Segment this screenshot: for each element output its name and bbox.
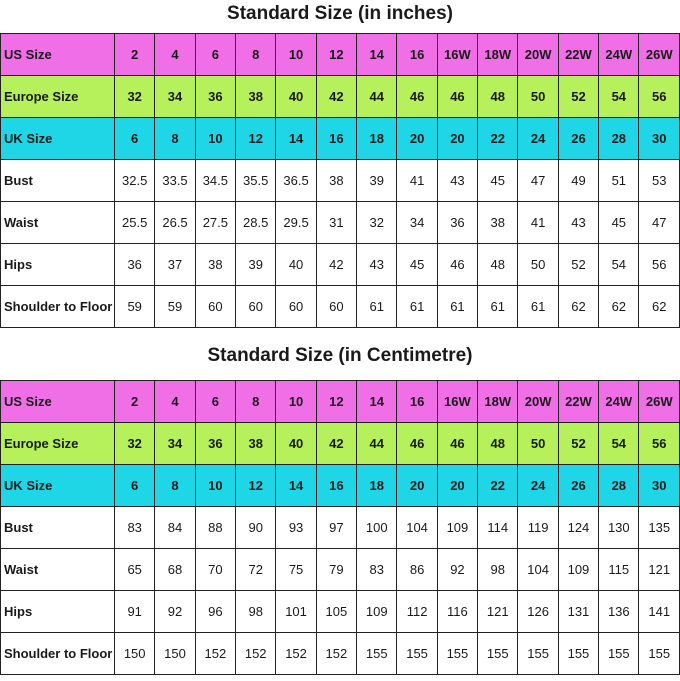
size-cell: 155	[558, 633, 598, 675]
size-cell: 36.5	[276, 160, 316, 202]
size-cell: 40	[276, 423, 316, 465]
size-cell: 70	[195, 549, 235, 591]
size-cell: 46	[397, 423, 437, 465]
size-cell: 86	[397, 549, 437, 591]
size-cell: 47	[518, 160, 558, 202]
size-cell: 38	[236, 423, 276, 465]
size-row-uk-size	[1, 465, 680, 507]
size-cell: 14	[276, 465, 316, 507]
size-row-bust	[1, 160, 680, 202]
size-cell: 34	[155, 76, 195, 118]
size-cell: 88	[195, 507, 235, 549]
size-cell: 114	[478, 507, 518, 549]
size-cell: 45	[478, 160, 518, 202]
size-cell: 14	[276, 118, 316, 160]
size-cell: 152	[276, 633, 316, 675]
size-cell: 105	[316, 591, 356, 633]
size-cell: 136	[599, 591, 639, 633]
size-cell: 45	[599, 202, 639, 244]
size-cell: 43	[558, 202, 598, 244]
size-cell: 121	[639, 549, 680, 591]
size-cell: 56	[639, 244, 680, 286]
size-cell: 22	[478, 465, 518, 507]
size-cell: 24	[518, 118, 558, 160]
size-cell: 131	[558, 591, 598, 633]
size-cell: 20	[437, 465, 477, 507]
size-cell: 61	[518, 286, 558, 328]
size-cell: 18	[357, 465, 397, 507]
size-cell: 135	[639, 507, 680, 549]
size-row-hips	[1, 591, 680, 633]
size-cell: 72	[236, 549, 276, 591]
size-cell: 83	[357, 549, 397, 591]
size-cell: 8	[155, 118, 195, 160]
size-cell: 92	[155, 591, 195, 633]
size-cell: 33.5	[155, 160, 195, 202]
size-cell: 20W	[518, 34, 558, 76]
size-cell: 26	[558, 118, 598, 160]
size-cell: 152	[236, 633, 276, 675]
size-cell: 152	[316, 633, 356, 675]
size-cell: 155	[639, 633, 680, 675]
size-cell: 98	[478, 549, 518, 591]
size-cell: 40	[276, 76, 316, 118]
size-cell: 4	[155, 381, 195, 423]
size-cell: 16W	[437, 381, 477, 423]
size-cell: 59	[155, 286, 195, 328]
size-cell: 62	[599, 286, 639, 328]
size-cell: 16	[316, 465, 356, 507]
size-cell: 36	[195, 423, 235, 465]
size-cell: 12	[316, 381, 356, 423]
size-cell: 34	[155, 423, 195, 465]
size-cell: 10	[195, 465, 235, 507]
size-row-uk-size	[1, 118, 680, 160]
size-cell: 116	[437, 591, 477, 633]
size-row-shoulder-to-floor	[1, 286, 680, 328]
row-label: Hips	[1, 244, 115, 286]
size-cell: 155	[437, 633, 477, 675]
size-cell: 50	[518, 76, 558, 118]
size-cell: 25.5	[115, 202, 155, 244]
size-cell: 119	[518, 507, 558, 549]
size-cell: 112	[397, 591, 437, 633]
size-cell: 38	[478, 202, 518, 244]
size-cell: 20	[397, 118, 437, 160]
size-cell: 30	[639, 118, 680, 160]
size-row-waist	[1, 549, 680, 591]
size-cell: 32	[357, 202, 397, 244]
size-cell: 61	[437, 286, 477, 328]
size-cell: 109	[437, 507, 477, 549]
size-cell: 61	[357, 286, 397, 328]
size-cell: 37	[155, 244, 195, 286]
size-row-bust	[1, 507, 680, 549]
size-cell: 28.5	[236, 202, 276, 244]
size-cell: 8	[155, 465, 195, 507]
size-cell: 18	[357, 118, 397, 160]
size-cell: 16W	[437, 34, 477, 76]
size-cell: 29.5	[276, 202, 316, 244]
size-cell: 124	[558, 507, 598, 549]
size-cell: 150	[155, 633, 195, 675]
size-cell: 28	[599, 465, 639, 507]
size-cell: 39	[236, 244, 276, 286]
size-cell: 36	[115, 244, 155, 286]
size-cell: 42	[316, 76, 356, 118]
size-cell: 24	[518, 465, 558, 507]
size-cell: 42	[316, 244, 356, 286]
size-row-waist	[1, 202, 680, 244]
size-cell: 61	[478, 286, 518, 328]
size-cell: 155	[518, 633, 558, 675]
row-label: Bust	[1, 160, 115, 202]
size-cell: 10	[276, 34, 316, 76]
size-cell: 52	[558, 244, 598, 286]
size-cell: 12	[236, 118, 276, 160]
size-cell: 20	[437, 118, 477, 160]
size-cell: 56	[639, 76, 680, 118]
size-cell: 44	[357, 76, 397, 118]
size-cell: 2	[115, 381, 155, 423]
size-cell: 20	[397, 465, 437, 507]
size-cell: 155	[478, 633, 518, 675]
size-cell: 45	[397, 244, 437, 286]
size-cell: 16	[397, 34, 437, 76]
size-cell: 60	[316, 286, 356, 328]
size-cell: 18W	[478, 34, 518, 76]
size-cell: 34.5	[195, 160, 235, 202]
size-cell: 68	[155, 549, 195, 591]
size-cell: 46	[437, 423, 477, 465]
size-cell: 152	[195, 633, 235, 675]
size-cell: 90	[236, 507, 276, 549]
size-cell: 27.5	[195, 202, 235, 244]
size-cell: 32	[115, 76, 155, 118]
inches-size-table	[0, 33, 680, 328]
size-cell: 28	[599, 118, 639, 160]
size-cell: 10	[195, 118, 235, 160]
size-cell: 38	[316, 160, 356, 202]
size-cell: 155	[599, 633, 639, 675]
size-cell: 41	[397, 160, 437, 202]
size-cell: 32.5	[115, 160, 155, 202]
size-cell: 150	[115, 633, 155, 675]
size-cell: 35.5	[236, 160, 276, 202]
size-cell: 51	[599, 160, 639, 202]
size-cell: 16	[316, 118, 356, 160]
size-cell: 31	[316, 202, 356, 244]
size-cell: 49	[558, 160, 598, 202]
size-cell: 38	[236, 76, 276, 118]
centimetre-table-title: Standard Size (in Centimetre)	[207, 345, 473, 366]
size-cell: 24W	[599, 34, 639, 76]
row-label: US Size	[1, 34, 115, 76]
size-cell: 10	[276, 381, 316, 423]
inches-table-body	[1, 34, 680, 328]
size-cell: 65	[115, 549, 155, 591]
size-row-shoulder-to-floor	[1, 633, 680, 675]
size-cell: 43	[357, 244, 397, 286]
size-cell: 14	[357, 34, 397, 76]
size-cell: 39	[357, 160, 397, 202]
size-cell: 30	[639, 465, 680, 507]
size-cell: 26.5	[155, 202, 195, 244]
size-cell: 115	[599, 549, 639, 591]
size-cell: 22W	[558, 34, 598, 76]
size-cell: 56	[639, 423, 680, 465]
size-cell: 43	[437, 160, 477, 202]
size-cell: 20W	[518, 381, 558, 423]
size-cell: 48	[478, 76, 518, 118]
size-cell: 44	[357, 423, 397, 465]
size-cell: 75	[276, 549, 316, 591]
row-label: UK Size	[1, 465, 115, 507]
size-cell: 24W	[599, 381, 639, 423]
size-cell: 60	[236, 286, 276, 328]
size-cell: 91	[115, 591, 155, 633]
size-cell: 12	[316, 34, 356, 76]
size-cell: 48	[478, 244, 518, 286]
size-cell: 59	[115, 286, 155, 328]
size-cell: 61	[397, 286, 437, 328]
size-cell: 54	[599, 423, 639, 465]
size-cell: 18W	[478, 381, 518, 423]
size-cell: 47	[639, 202, 680, 244]
size-cell: 22W	[558, 381, 598, 423]
size-cell: 22	[478, 118, 518, 160]
size-cell: 40	[276, 244, 316, 286]
size-cell: 14	[357, 381, 397, 423]
size-cell: 92	[437, 549, 477, 591]
size-cell: 101	[276, 591, 316, 633]
size-cell: 8	[236, 34, 276, 76]
size-cell: 6	[195, 381, 235, 423]
size-cell: 16	[397, 381, 437, 423]
size-cell: 130	[599, 507, 639, 549]
size-cell: 109	[357, 591, 397, 633]
size-cell: 54	[599, 76, 639, 118]
size-row-hips	[1, 244, 680, 286]
row-label: Waist	[1, 202, 115, 244]
size-cell: 6	[115, 118, 155, 160]
size-cell: 97	[316, 507, 356, 549]
size-cell: 96	[195, 591, 235, 633]
size-cell: 46	[437, 244, 477, 286]
centimetre-size-table	[0, 380, 680, 675]
size-cell: 62	[639, 286, 680, 328]
size-cell: 141	[639, 591, 680, 633]
size-row-europe-size	[1, 423, 680, 465]
size-cell: 42	[316, 423, 356, 465]
row-label: Hips	[1, 591, 115, 633]
size-cell: 104	[518, 549, 558, 591]
row-label: Shoulder to Floor	[1, 286, 115, 328]
size-cell: 48	[478, 423, 518, 465]
size-cell: 84	[155, 507, 195, 549]
size-cell: 6	[115, 465, 155, 507]
size-cell: 93	[276, 507, 316, 549]
size-row-us-size	[1, 381, 680, 423]
size-cell: 34	[397, 202, 437, 244]
size-cell: 38	[195, 244, 235, 286]
row-label: Bust	[1, 507, 115, 549]
size-row-europe-size	[1, 76, 680, 118]
size-cell: 46	[437, 76, 477, 118]
size-cell: 12	[236, 465, 276, 507]
row-label: UK Size	[1, 118, 115, 160]
size-cell: 41	[518, 202, 558, 244]
size-cell: 26W	[639, 34, 680, 76]
size-cell: 126	[518, 591, 558, 633]
inches-table-title: Standard Size (in inches)	[227, 3, 453, 24]
size-cell: 155	[397, 633, 437, 675]
size-cell: 109	[558, 549, 598, 591]
size-cell: 4	[155, 34, 195, 76]
size-cell: 52	[558, 423, 598, 465]
centimetre-table-body	[1, 381, 680, 675]
size-cell: 26	[558, 465, 598, 507]
size-cell: 62	[558, 286, 598, 328]
size-cell: 104	[397, 507, 437, 549]
size-cell: 50	[518, 423, 558, 465]
size-cell: 60	[276, 286, 316, 328]
row-label: Europe Size	[1, 423, 115, 465]
size-cell: 8	[236, 381, 276, 423]
row-label: US Size	[1, 381, 115, 423]
row-label: Europe Size	[1, 76, 115, 118]
size-cell: 155	[357, 633, 397, 675]
size-cell: 54	[599, 244, 639, 286]
row-label: Waist	[1, 549, 115, 591]
size-cell: 32	[115, 423, 155, 465]
size-cell: 121	[478, 591, 518, 633]
size-cell: 83	[115, 507, 155, 549]
size-cell: 6	[195, 34, 235, 76]
row-label: Shoulder to Floor	[1, 633, 115, 675]
size-row-us-size	[1, 34, 680, 76]
size-cell: 36	[437, 202, 477, 244]
size-cell: 46	[397, 76, 437, 118]
size-cell: 2	[115, 34, 155, 76]
size-cell: 52	[558, 76, 598, 118]
size-cell: 100	[357, 507, 397, 549]
size-cell: 79	[316, 549, 356, 591]
size-cell: 60	[195, 286, 235, 328]
size-cell: 53	[639, 160, 680, 202]
size-cell: 26W	[639, 381, 680, 423]
size-cell: 36	[195, 76, 235, 118]
size-cell: 50	[518, 244, 558, 286]
size-cell: 98	[236, 591, 276, 633]
